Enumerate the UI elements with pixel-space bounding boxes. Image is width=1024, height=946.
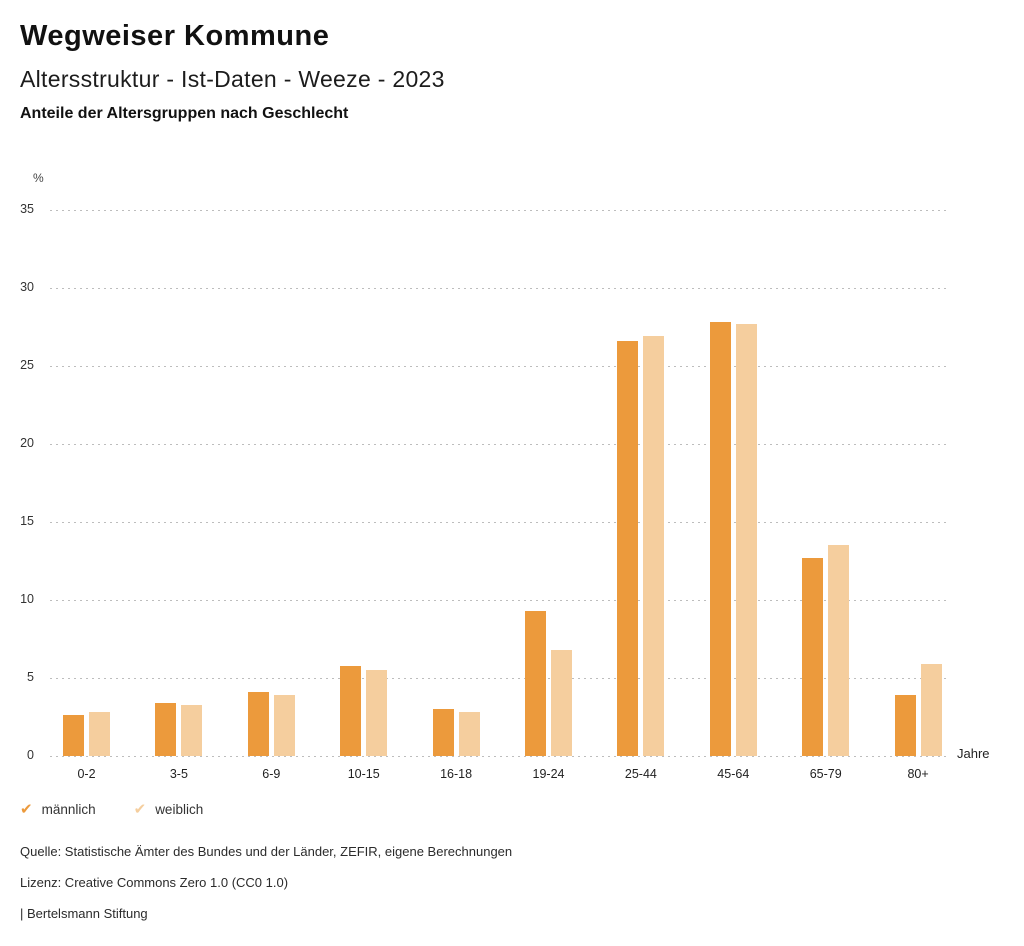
checkmark-icon: ✔ — [133, 801, 147, 818]
bar-maennlich-10-15[interactable] — [340, 666, 361, 756]
x-tick-0-2: 0-2 — [77, 767, 96, 781]
legend-item-weiblich[interactable] — [134, 802, 204, 817]
bar-weiblich-65-79[interactable] — [828, 545, 849, 756]
checkmark-icon: ✔ — [20, 801, 33, 818]
bar-maennlich-3-5[interactable] — [155, 703, 176, 756]
x-tick-80+: 80+ — [907, 767, 929, 781]
source-text: Quelle: Statistische Ämter des Bundes und der Länder, ZEFIR, eigene Berechnungen — [20, 844, 513, 859]
legend-label-weiblich: weiblich — [155, 802, 204, 817]
gridline-15 — [50, 522, 950, 523]
x-tick-65-79: 65-79 — [809, 767, 842, 781]
bar-maennlich-45-64[interactable] — [710, 322, 731, 756]
bar-maennlich-6-9[interactable] — [248, 692, 269, 756]
x-tick-6-9: 6-9 — [262, 767, 281, 781]
chart-heading: Anteile der Altersgruppen nach Geschlecht — [20, 105, 349, 122]
bar-weiblich-25-44[interactable] — [643, 336, 664, 756]
legend-label-maennlich: männlich — [41, 802, 96, 817]
y-tick-20: 20 — [20, 436, 34, 450]
gridline-20 — [50, 444, 950, 445]
y-tick-15: 15 — [20, 514, 34, 528]
y-tick-30: 30 — [20, 280, 34, 294]
bar-maennlich-25-44[interactable] — [617, 341, 638, 756]
x-tick-3-5: 3-5 — [169, 767, 188, 781]
x-tick-10-15: 10-15 — [347, 767, 380, 781]
bar-weiblich-6-9[interactable] — [274, 695, 295, 756]
y-tick-35: 35 — [20, 202, 34, 216]
page-subtitle: Altersstruktur - Ist-Daten - Weeze - 2023 — [20, 66, 445, 92]
y-tick-25: 25 — [20, 358, 34, 372]
license-text: Lizenz: Creative Commons Zero 1.0 (CC0 1.0) — [20, 875, 289, 890]
bar-weiblich-0-2[interactable] — [89, 712, 110, 756]
bar-weiblich-3-5[interactable] — [181, 705, 202, 756]
y-tick-10: 10 — [20, 592, 34, 606]
plot-area — [50, 210, 950, 756]
legend-item-maennlich[interactable] — [20, 802, 96, 817]
gridline-35 — [50, 210, 950, 211]
bar-weiblich-16-18[interactable] — [459, 712, 480, 756]
page-title: Wegweiser Kommune — [20, 20, 330, 52]
bar-maennlich-65-79[interactable] — [802, 558, 823, 756]
y-tick-0: 0 — [27, 748, 34, 762]
y-axis-unit-label: % — [33, 171, 44, 185]
bar-maennlich-0-2[interactable] — [63, 715, 84, 756]
bar-weiblich-45-64[interactable] — [736, 324, 757, 756]
brand-text: | Bertelsmann Stiftung — [20, 906, 148, 921]
bar-maennlich-80+[interactable] — [895, 695, 916, 756]
x-tick-19-24: 19-24 — [532, 767, 565, 781]
bar-weiblich-19-24[interactable] — [551, 650, 572, 756]
gridline-30 — [50, 288, 950, 289]
x-axis-unit-label: Jahre — [957, 746, 990, 761]
bar-weiblich-10-15[interactable] — [366, 670, 387, 756]
bar-maennlich-19-24[interactable] — [525, 611, 546, 756]
x-tick-25-44: 25-44 — [624, 767, 657, 781]
x-tick-45-64: 45-64 — [717, 767, 750, 781]
y-tick-5: 5 — [27, 670, 34, 684]
bar-weiblich-80+[interactable] — [921, 664, 942, 756]
gridline-25 — [50, 366, 950, 367]
bar-maennlich-16-18[interactable] — [433, 709, 454, 756]
chart-legend — [20, 802, 203, 817]
x-tick-16-18: 16-18 — [440, 767, 473, 781]
